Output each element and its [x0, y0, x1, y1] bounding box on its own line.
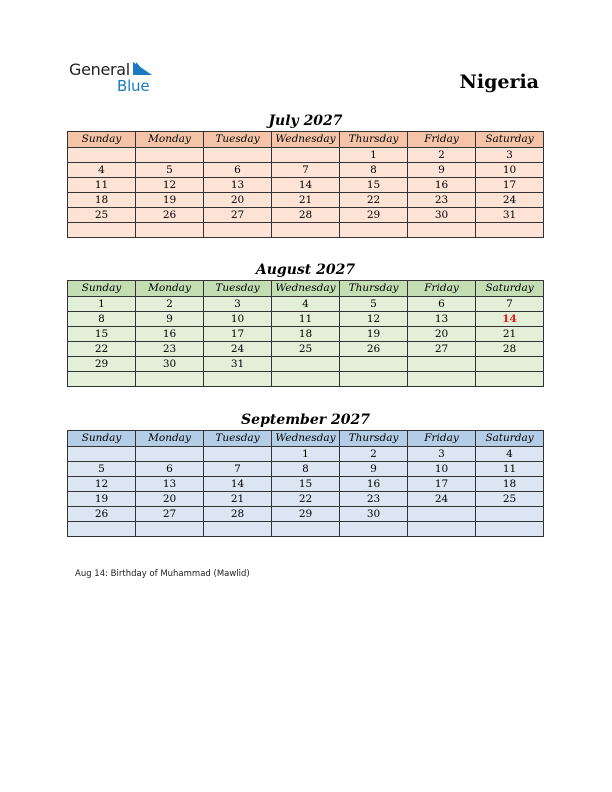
day-cell: 21 [204, 492, 272, 507]
day-cell: 7 [204, 462, 272, 477]
week-row [68, 297, 544, 312]
weekday-header: Thursday [340, 281, 408, 297]
month-august [67, 260, 544, 387]
day-cell [68, 223, 136, 238]
holiday-notes [75, 569, 250, 579]
week-row [68, 148, 544, 163]
day-cell [340, 357, 408, 372]
day-cell: 20 [408, 327, 476, 342]
day-cell [408, 357, 476, 372]
day-cell: 3 [476, 148, 544, 163]
weekday-header: Wednesday [272, 431, 340, 447]
day-cell [476, 357, 544, 372]
day-cell [204, 223, 272, 238]
day-cell: 10 [476, 163, 544, 178]
day-cell: 16 [136, 327, 204, 342]
day-cell: 27 [408, 342, 476, 357]
day-cell: 28 [204, 507, 272, 522]
day-cell: 29 [68, 357, 136, 372]
day-cell: 12 [68, 477, 136, 492]
day-cell [272, 357, 340, 372]
month-title: August 2027 [255, 262, 356, 278]
day-cell [68, 148, 136, 163]
weekday-header: Sunday [68, 431, 136, 447]
month-title: July 2027 [268, 113, 343, 129]
weekday-header: Tuesday [204, 281, 272, 297]
day-cell: 11 [272, 312, 340, 327]
day-cell: 18 [476, 477, 544, 492]
week-row [68, 163, 544, 178]
day-cell: 25 [68, 208, 136, 223]
day-cell: 4 [68, 163, 136, 178]
logo-text-general: General [69, 60, 130, 79]
day-cell: 19 [136, 193, 204, 208]
day-cell: 18 [68, 193, 136, 208]
day-cell: 15 [68, 327, 136, 342]
logo-triangle-icon [133, 62, 153, 76]
day-cell [136, 522, 204, 537]
day-cell [272, 372, 340, 387]
weekday-header: Monday [136, 132, 204, 148]
weekday-header: Thursday [340, 431, 408, 447]
day-cell [476, 223, 544, 238]
day-cell [272, 148, 340, 163]
day-cell: 16 [408, 178, 476, 193]
day-cell: 29 [340, 208, 408, 223]
day-cell: 6 [408, 297, 476, 312]
day-cell [68, 447, 136, 462]
day-cell: 14 [272, 178, 340, 193]
week-row [68, 178, 544, 193]
week-row [68, 327, 544, 342]
day-cell: 12 [340, 312, 408, 327]
weekday-header: Wednesday [272, 132, 340, 148]
day-cell [136, 372, 204, 387]
day-cell: 20 [136, 492, 204, 507]
day-cell [408, 223, 476, 238]
day-cell: 30 [340, 507, 408, 522]
day-cell: 26 [340, 342, 408, 357]
day-cell: 24 [204, 342, 272, 357]
month-september [67, 410, 544, 537]
week-row [68, 208, 544, 223]
month-july [67, 111, 544, 238]
day-cell [136, 223, 204, 238]
weekday-header: Friday [408, 281, 476, 297]
weekday-header: Friday [408, 431, 476, 447]
weekday-header: Friday [408, 132, 476, 148]
week-row [68, 372, 544, 387]
weekday-header: Monday [136, 281, 204, 297]
day-cell: 23 [136, 342, 204, 357]
day-cell: 3 [408, 447, 476, 462]
day-cell: 5 [136, 163, 204, 178]
day-cell [204, 372, 272, 387]
holiday-note: Aug 14: Birthday of Muhammad (Mawlid) [75, 569, 250, 579]
day-cell: 16 [340, 477, 408, 492]
generalblue-logo [69, 60, 169, 96]
day-cell: 26 [136, 208, 204, 223]
day-cell: 8 [340, 163, 408, 178]
day-cell: 17 [408, 477, 476, 492]
day-cell: 24 [476, 193, 544, 208]
weekday-header-row [68, 132, 544, 148]
day-cell: 26 [68, 507, 136, 522]
day-cell: 27 [204, 208, 272, 223]
day-cell: 25 [272, 342, 340, 357]
day-cell: 6 [204, 163, 272, 178]
logo-text-blue: Blue [117, 77, 150, 95]
day-cell: 3 [204, 297, 272, 312]
day-cell: 19 [340, 327, 408, 342]
day-cell [204, 522, 272, 537]
week-row [68, 447, 544, 462]
day-cell: 2 [136, 297, 204, 312]
day-cell: 1 [340, 148, 408, 163]
day-cell: 11 [68, 178, 136, 193]
day-cell [408, 522, 476, 537]
day-cell [476, 522, 544, 537]
weekday-header: Saturday [476, 281, 544, 297]
week-row [68, 342, 544, 357]
day-cell: 22 [340, 193, 408, 208]
week-row [68, 357, 544, 372]
weekday-header: Saturday [476, 132, 544, 148]
weekday-header-row [68, 431, 544, 447]
day-cell [136, 447, 204, 462]
day-cell [272, 223, 340, 238]
week-row [68, 507, 544, 522]
day-cell: 25 [476, 492, 544, 507]
weekday-header-row [68, 281, 544, 297]
day-cell: 13 [136, 477, 204, 492]
day-cell: 17 [204, 327, 272, 342]
day-cell [476, 507, 544, 522]
day-cell: 5 [68, 462, 136, 477]
weekday-header: Tuesday [204, 132, 272, 148]
day-cell: 4 [476, 447, 544, 462]
calendar-table [67, 430, 544, 537]
week-row [68, 462, 544, 477]
month-title: September 2027 [241, 412, 370, 428]
day-cell [136, 148, 204, 163]
week-row [68, 312, 544, 327]
day-cell: 9 [136, 312, 204, 327]
week-row [68, 193, 544, 208]
day-cell [204, 148, 272, 163]
day-cell: 8 [68, 312, 136, 327]
day-cell [272, 522, 340, 537]
day-cell: 2 [340, 447, 408, 462]
day-cell: 7 [272, 163, 340, 178]
day-cell: 20 [204, 193, 272, 208]
day-cell: 9 [408, 163, 476, 178]
day-cell: 31 [476, 208, 544, 223]
week-row [68, 477, 544, 492]
day-cell: 1 [272, 447, 340, 462]
day-cell: 14 [204, 477, 272, 492]
day-cell: 13 [204, 178, 272, 193]
calendar-table [67, 131, 544, 238]
week-row [68, 223, 544, 238]
day-cell: 18 [272, 327, 340, 342]
day-cell: 30 [136, 357, 204, 372]
day-cell: 21 [272, 193, 340, 208]
day-cell: 28 [476, 342, 544, 357]
day-cell: 17 [476, 178, 544, 193]
week-row [68, 492, 544, 507]
weekday-header: Sunday [68, 132, 136, 148]
weekday-header: Tuesday [204, 431, 272, 447]
weekday-header: Wednesday [272, 281, 340, 297]
day-cell: 5 [340, 297, 408, 312]
calendar-table [67, 280, 544, 387]
day-cell: 21 [476, 327, 544, 342]
day-cell: 8 [272, 462, 340, 477]
day-cell [68, 372, 136, 387]
day-cell: 10 [408, 462, 476, 477]
day-cell [204, 447, 272, 462]
day-cell [408, 372, 476, 387]
day-cell: 13 [408, 312, 476, 327]
day-cell [476, 372, 544, 387]
day-cell: 30 [408, 208, 476, 223]
weekday-header: Monday [136, 431, 204, 447]
week-row [68, 522, 544, 537]
day-cell: 23 [340, 492, 408, 507]
day-cell [408, 507, 476, 522]
day-cell: 28 [272, 208, 340, 223]
day-cell: 7 [476, 297, 544, 312]
day-cell [340, 522, 408, 537]
day-cell: 22 [68, 342, 136, 357]
day-cell: 4 [272, 297, 340, 312]
day-cell: 22 [272, 492, 340, 507]
day-cell: 29 [272, 507, 340, 522]
day-cell: 15 [340, 178, 408, 193]
day-cell: 6 [136, 462, 204, 477]
day-cell: 31 [204, 357, 272, 372]
day-cell: 23 [408, 193, 476, 208]
day-cell: 15 [272, 477, 340, 492]
day-cell: 2 [408, 148, 476, 163]
day-cell: 11 [476, 462, 544, 477]
day-cell: 27 [136, 507, 204, 522]
day-cell: 9 [340, 462, 408, 477]
day-cell: 12 [136, 178, 204, 193]
weekday-header: Saturday [476, 431, 544, 447]
day-cell [340, 372, 408, 387]
holiday-day-cell: 14 [476, 312, 544, 327]
day-cell: 19 [68, 492, 136, 507]
weekday-header: Sunday [68, 281, 136, 297]
country-title: Nigeria [459, 71, 539, 93]
day-cell: 1 [68, 297, 136, 312]
day-cell: 24 [408, 492, 476, 507]
day-cell [68, 522, 136, 537]
weekday-header: Thursday [340, 132, 408, 148]
day-cell: 10 [204, 312, 272, 327]
day-cell [340, 223, 408, 238]
